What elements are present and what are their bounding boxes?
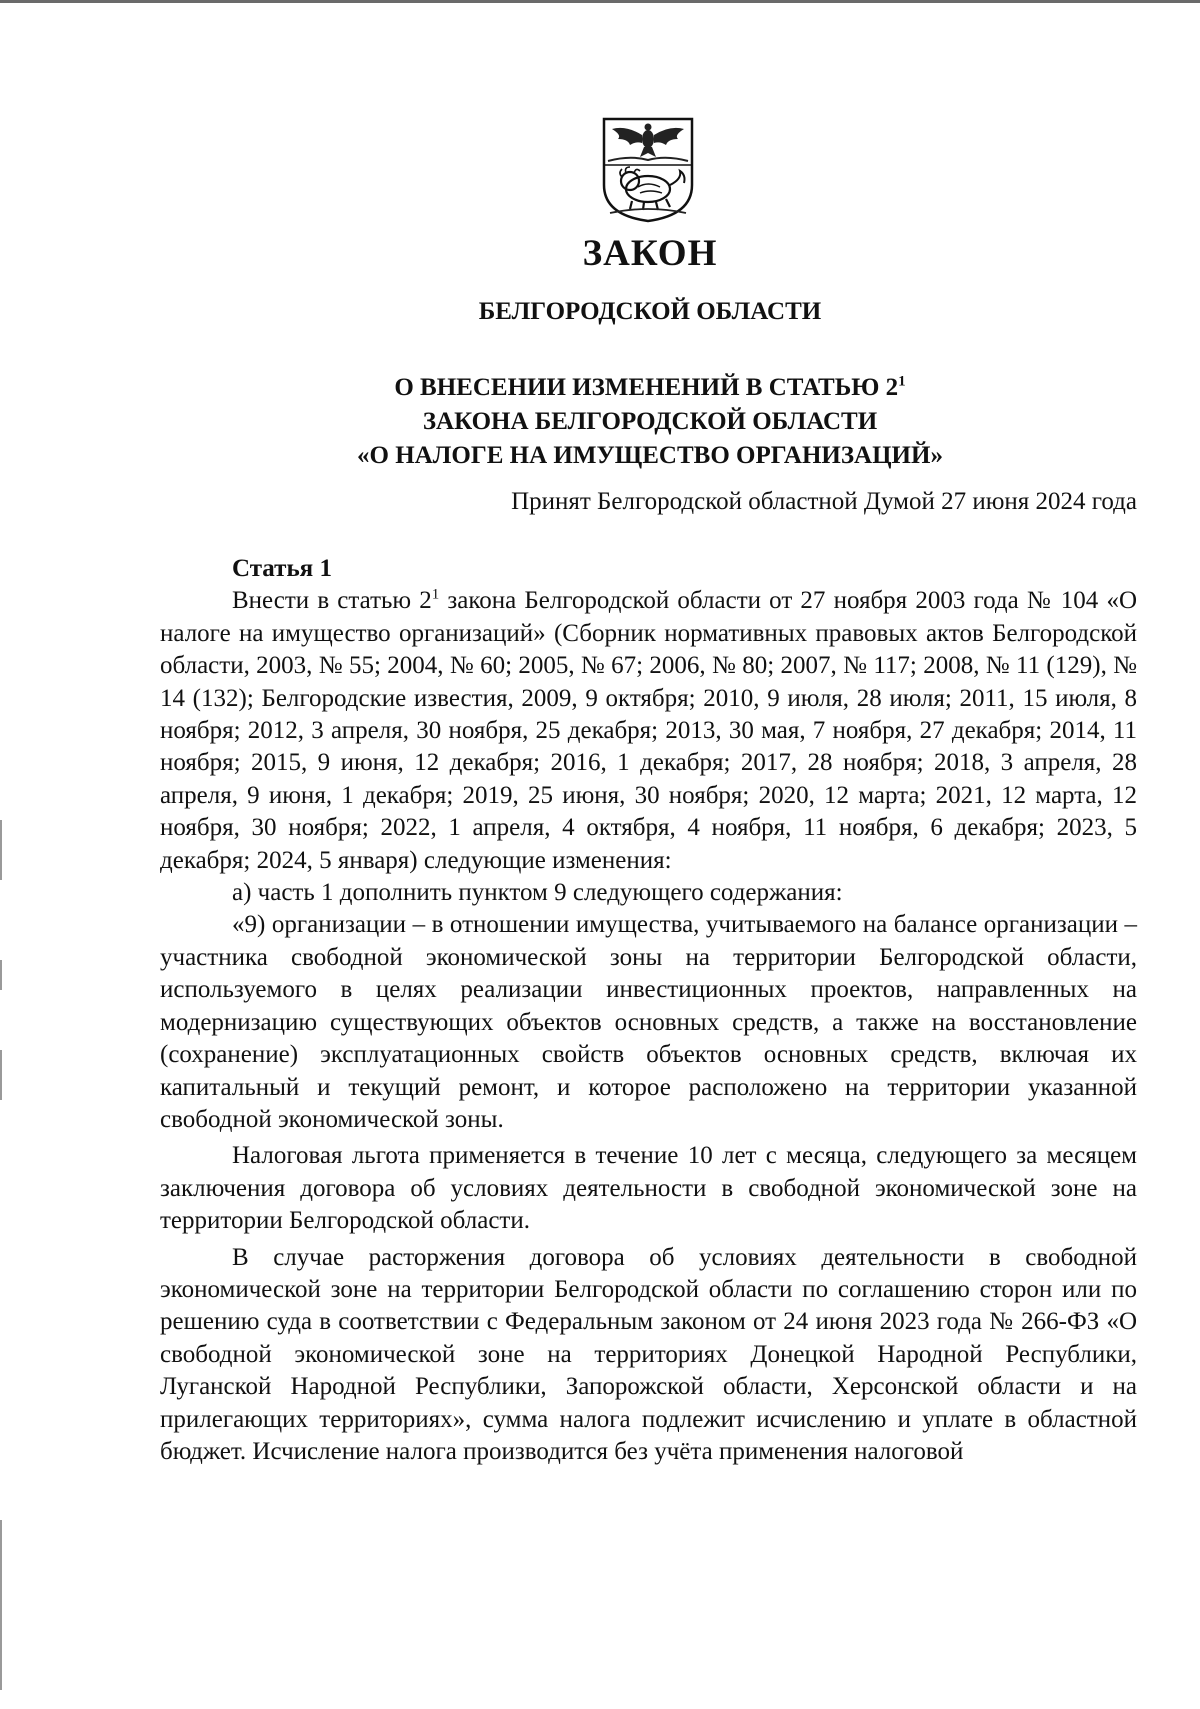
belgorod-coat-of-arms-icon — [600, 115, 696, 225]
article-intro-paragraph: Внести в статью $2^1$ закона Белгородской области от 27 ноября 2003 года № 104 «О налоге на имущество организаций» (Сборник нормативных правовых актов Белгородской области, 2003, № 55; 2004, № 60; 2005, № 67; 2006, № 80; 2007, № 117; 2008, № 11 (129), № 14 (132); Белгородские известия, 2009, 9 октября; 2010, 9 июля, 28 июля; 2011, 15 июля, 8 ноября; 2012, 3 апреля, 30 ноября, 25 декабря; 2013, 30 мая, 7 ноября, 27 декабря; 2014, 11 ноября; 2015, 9 июня, 12 декабря; 2016, 1 декабря; 2017, 28 ноября; 2018, 3 апреля, 28 апреля, 9 июня, 1 декабря; 2019, 25 июня, 30 ноября; 2020, 12 марта; 2021, 12 марта, 12 ноября, 30 ноября; 2022, 1 апреля, 4 октября, 4 ноября, 11 ноября, 6 декабря; 2023, 5 декабря; 2024, 5 января) следующие изменения: — [160, 587, 1137, 874]
article-heading: Статья 1 — [232, 555, 332, 582]
law-body — [160, 553, 1137, 1468]
contract-termination-paragraph: В случае расторжения договора об условиях деятельности в свободной экономической зоне на территории Белгородской области по соглашению сторон или по решению суда в соответствии с Федеральным законом от 24 июня 2023 года № 266-ФЗ «О свободной экономической зоне на территориях Донецкой Народной Республики, Луганской Народной Республики, Запорожской области, Херсонской области и на прилегающих территориях», сумма налога подлежит исчислению и уплате в областной бюджет. Исчисление налога производится без учёта применения налоговой — [160, 1243, 1137, 1465]
item-a-paragraph: а) часть 1 дополнить пунктом 9 следующего содержания: — [232, 879, 843, 907]
scan-top-edge — [0, 0, 1200, 3]
law-subject-title — [0, 365, 1200, 473]
adoption-note: Принят Белгородской областной Думой 27 июня 2024 года — [511, 488, 1137, 515]
subject-line-1: О ВНЕСЕНИИ ИЗМЕНЕНИЙ В СТАТЬЮ $2^1$ — [394, 374, 906, 402]
scan-left-edge-marks — [0, 820, 4, 1700]
subject-line-2: ЗАКОНА БЕЛГОРОДСКОЙ ОБЛАСТИ — [422, 408, 878, 436]
tax-benefit-paragraph: Налоговая льгота применяется в течение 10 лет с месяца, следующего за месяцем заключения договора об условиях деятельности в свободной экономической зоне на территории Белгородской области. — [160, 1142, 1137, 1235]
law-title: ЗАКОН — [582, 233, 718, 274]
subject-line-3: «О НАЛОГЕ НА ИМУЩЕСТВО ОРГАНИЗАЦИЙ» — [357, 442, 943, 470]
point-9-paragraph: «9) организации – в отношении имущества, учитываемого на балансе организации – участника свободной экономической зоны на территории Белгородской области, используемого в целях реализации инвестиционных проектов, направленных на модернизацию существующих объектов основных средств, а также на восстановление (сохранение) эксплуатационных свойств объектов основных средств, включая их капитальный и текущий ремонт, и которое расположено на территории указанной свободной экономической зоны. — [160, 911, 1137, 1133]
region-title: БЕЛГОРОДСКОЙ ОБЛАСТИ — [478, 298, 822, 325]
